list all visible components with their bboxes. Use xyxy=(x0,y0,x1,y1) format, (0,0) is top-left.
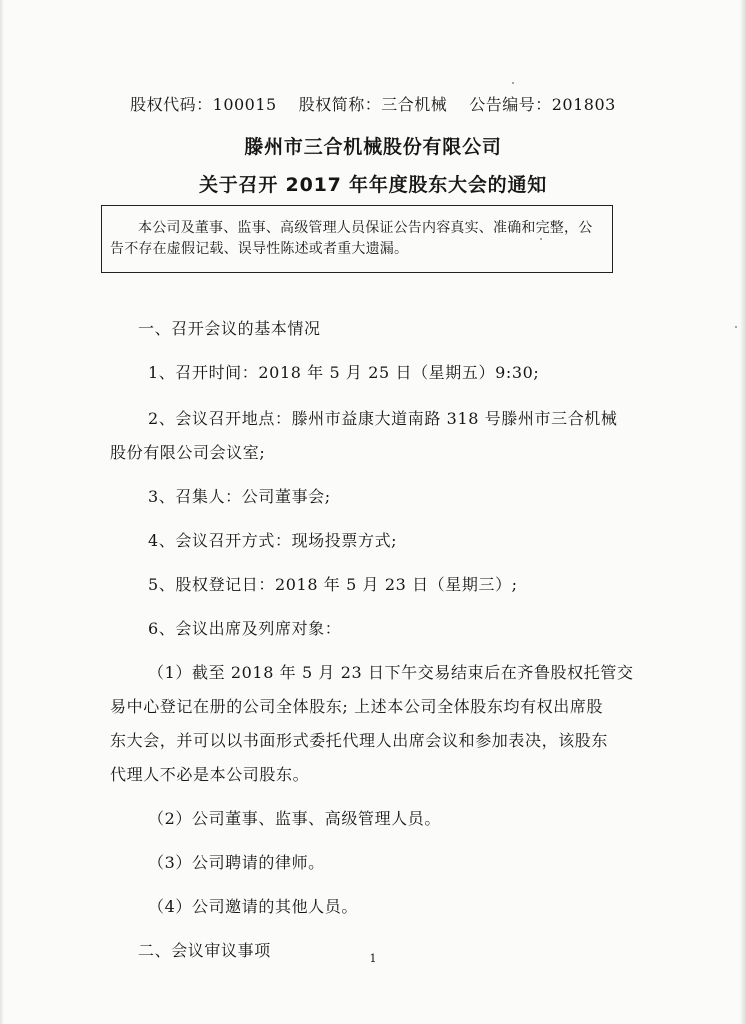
company-title: 滕州市三合机械股份有限公司 xyxy=(244,136,502,158)
item-attendees: 6、会议出席及列席对象： xyxy=(148,619,342,638)
sub-item-shareholders-cont-1: 易中心登记在册的公司全体股东; 上述本公司全体股东均有权出席股 xyxy=(110,697,604,716)
item-meeting-location: 2、会议召开地点：滕州市益康大道南路 318 号滕州市三合机械 xyxy=(148,409,618,428)
sub-item-shareholders: （1）截至 2018 年 5 月 23 日下午交易结束后在齐鲁股权托管交 xyxy=(148,663,634,682)
sub-item-shareholders-cont-3: 代理人不必是本公司股东。 xyxy=(110,765,310,784)
scan-speck xyxy=(512,82,514,84)
sub-item-lawyers: （3）公司聘请的律师。 xyxy=(148,853,325,872)
scan-speck xyxy=(735,326,737,328)
scan-speck xyxy=(540,238,542,240)
disclaimer-box: 本公司及董事、监事、高级管理人员保证公告内容真实、准确和完整，公告不存在虚假记载、误导性陈述或者重大遗漏。 xyxy=(101,205,613,273)
page-number: 1 xyxy=(369,952,377,965)
sub-item-shareholders-cont-2: 东大会，并可以以书面形式委托代理人出席会议和参加表决，该股东 xyxy=(110,731,609,750)
stock-short-name: 股权简称：三合机械 xyxy=(298,95,448,114)
section-heading-basic-info: 一、召开会议的基本情况 xyxy=(138,319,321,338)
item-meeting-location-cont: 股份有限公司会议室; xyxy=(110,443,266,462)
announcement-number: 公告编号：201803 xyxy=(469,95,616,114)
stock-info-header xyxy=(0,92,746,115)
notice-title: 关于召开 2017 年年度股东大会的通知 xyxy=(198,174,548,196)
item-meeting-time: 1、召开时间：2018 年 5 月 25 日（星期五）9:30; xyxy=(148,363,540,382)
item-convener: 3、召集人：公司董事会; xyxy=(148,487,331,506)
item-meeting-method: 4、会议召开方式：现场投票方式; xyxy=(148,531,398,550)
section-heading-agenda: 二、会议审议事项 xyxy=(138,941,271,960)
sub-item-directors: （2）公司董事、监事、高级管理人员。 xyxy=(148,809,441,828)
sub-item-other-invitees: （4）公司邀请的其他人员。 xyxy=(148,897,358,916)
item-record-date: 5、股权登记日：2018 年 5 月 23 日（星期三）; xyxy=(148,575,518,594)
stock-code: 股权代码：100015 xyxy=(130,95,277,114)
